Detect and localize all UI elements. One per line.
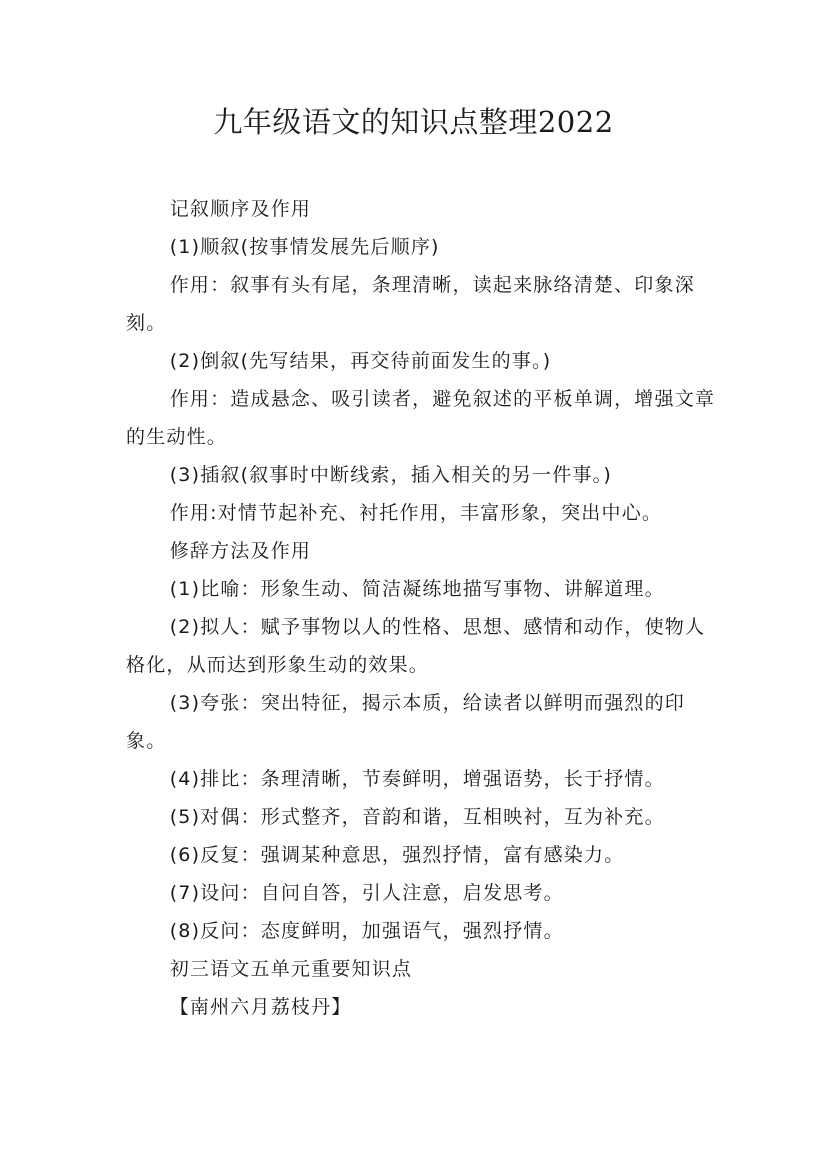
paragraph-flashback-effect: 作用：造成悬念、吸引读者，避免叙述的平板单调，增强文章的生动性。 [126, 388, 716, 448]
document-body [126, 190, 716, 1026]
section-heading-lychee: 【南州六月荔枝丹】 [169, 996, 352, 1018]
list-item-interpolated: (3)插叙(叙事时中断线索，插入相关的另一件事。) [169, 464, 612, 486]
paragraph-interpolated-effect: 作用:对情节起补充、衬托作用，丰富形象，突出中心。 [169, 502, 663, 524]
list-item-antithesis: (5)对偶：形式整齐，音韵和谐，互相映衬，互为补充。 [169, 806, 665, 828]
section-heading-unit-five: 初三语文五单元重要知识点 [169, 958, 413, 980]
list-item-personification: (2)拟人：赋予事物以人的性格、思想、感情和动作，使物人格化，从而达到形象生动的效果。 [126, 616, 706, 676]
list-item-parallelism: (4)排比：条理清晰，节奏鲜明，增强语势，长于抒情。 [169, 768, 665, 790]
list-item-rhetorical-question: (8)反问：态度鲜明，加强语气，强烈抒情。 [169, 920, 564, 942]
list-item-metaphor: (1)比喻：形象生动、简洁凝练地描写事物、讲解道理。 [169, 578, 665, 600]
list-item-repetition: (6)反复：强调某种意思，强烈抒情，富有感染力。 [169, 844, 625, 866]
document-title: 九年级语文的知识点整理2022 [213, 105, 614, 139]
paragraph-chronological-effect: 作用：叙事有头有尾，条理清晰，读起来脉络清楚、印象深刻。 [126, 274, 695, 334]
list-item-hypophora: (7)设问：自问自答，引人注意，启发思考。 [169, 882, 564, 904]
section-heading-narrative-order: 记叙顺序及作用 [169, 198, 312, 220]
section-heading-rhetoric: 修辞方法及作用 [169, 540, 312, 562]
list-item-hyperbole: (3)夸张：突出特征，揭示本质，给读者以鲜明而强烈的印象。 [126, 692, 686, 752]
list-item-flashback: (2)倒叙(先写结果，再交待前面发生的事。) [169, 350, 552, 372]
list-item-chronological: (1)顺叙(按事情发展先后顺序) [169, 236, 440, 258]
